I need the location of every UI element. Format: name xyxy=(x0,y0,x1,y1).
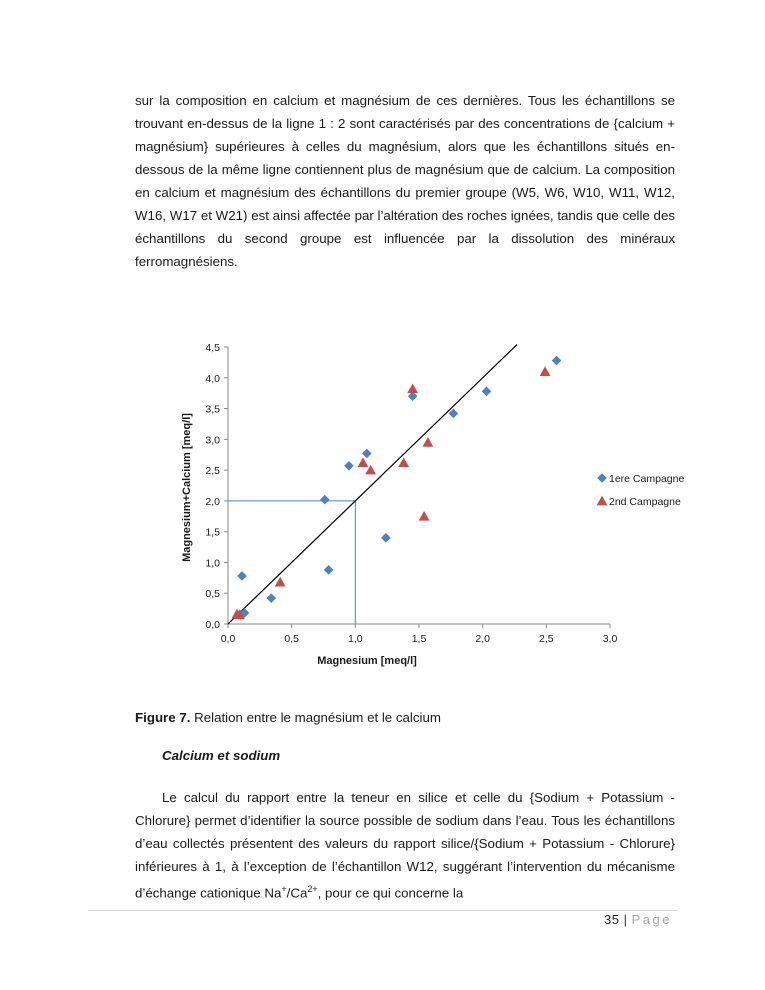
data-point-1ere-campagne xyxy=(266,593,276,603)
data-point-2nd-campagne xyxy=(398,457,409,467)
footer-separator: | xyxy=(623,912,628,927)
page-footer xyxy=(604,912,672,927)
y-tick-label: 0,5 xyxy=(205,588,220,601)
superscript-charge: + xyxy=(281,884,287,894)
lines-group xyxy=(228,345,517,624)
page-label: Page xyxy=(631,912,672,927)
figure-caption xyxy=(135,710,441,725)
x-tick-label: 1,0 xyxy=(348,633,363,645)
scatter-chart xyxy=(175,335,715,680)
y-tick-label: 4,0 xyxy=(205,372,220,385)
data-point-2nd-campagne xyxy=(423,437,434,447)
x-tick-label: 1,5 xyxy=(411,633,427,645)
y-tick-label: 3,5 xyxy=(205,403,220,416)
body-paragraph-2: Le calcul du rapport entre la teneur en silice et celle du {Sodium + Potassium - Chlorure} permet d’identifier la source possible de sodium dans l’eau. Tous les échantillons d’eau collectés présentent des valeurs du rapport silice/{Sodium + Potassium - Chlorure} inférieures à 1, à l’exception de l’échantillon W12, suggérant l’intervention du mécanisme d’échange cationique $Na^+/Ca^{2+}$, pour ce qui concerne la xyxy=(135,790,675,901)
data-point-2nd-campagne xyxy=(275,577,286,587)
data-point-2nd-campagne xyxy=(358,457,369,467)
data-point-2nd-campagne xyxy=(540,366,551,376)
data-point-2nd-campagne xyxy=(407,383,418,393)
y-tick-label: 2,5 xyxy=(205,465,220,478)
data-point-2nd-campagne xyxy=(419,511,430,521)
data-point-1ere-campagne xyxy=(381,533,391,543)
y-tick-label: 0,0 xyxy=(205,619,220,631)
footer-divider xyxy=(88,910,678,911)
y-axis-label: Magnesium+Calcium [meq/l] xyxy=(181,413,193,562)
data-point-1ere-campagne xyxy=(552,356,562,366)
x-tick-label: 2,0 xyxy=(475,633,490,645)
y-tick-label: 1,5 xyxy=(205,526,220,539)
figure-caption-text: Relation entre le magnésium et le calcium xyxy=(190,710,441,725)
y-tick-label: 2,0 xyxy=(205,495,220,508)
reference-line xyxy=(228,345,517,624)
legend-label: 1ere Campagne xyxy=(609,473,685,485)
x-axis-label: Magnesium [meq/l] xyxy=(317,655,417,667)
y-tick-label: 1,0 xyxy=(205,557,220,570)
data-point-1ere-campagne xyxy=(324,565,334,575)
body-paragraph-1: sur la composition en calcium et magnésium de ces dernières. Tous les échantillons se trouvant en-dessus de la ligne 1 : 2 sont caractérisés par des concentrations de {calcium + magnésium} supérieures à celles du magnésium, alors que les échantillons situés en-dessous de la même ligne contiennent plus de magnésium que de calcium. La composition en calcium et magnésium des échantillons du premier groupe (W5, W6, W10, W11, W12, W16, W17 et W21) est ainsi affectée par l’altération des roches ignées, tandis que celle des échantillons du second groupe est influencée par la dissolution des minéraux ferromagnésiens. xyxy=(135,93,675,269)
x-tick-label: 3,0 xyxy=(602,633,618,645)
legend-label: 2nd Campagne xyxy=(609,496,681,508)
section-subheading: Calcium et sodium xyxy=(162,748,281,763)
legend-marker xyxy=(597,473,607,483)
legend-marker xyxy=(597,496,608,506)
page-number: 35 xyxy=(604,912,620,927)
data-point-1ere-campagne xyxy=(320,495,330,505)
data-point-1ere-campagne xyxy=(344,461,354,471)
x-tick-label: 2,5 xyxy=(539,633,554,645)
x-tick-label: 0,0 xyxy=(220,633,236,645)
superscript-charge: 2+ xyxy=(307,884,318,894)
y-tick-label: 3,0 xyxy=(205,434,220,447)
y-tick-label: 4,5 xyxy=(205,342,220,354)
points-group xyxy=(232,356,562,620)
data-point-1ere-campagne xyxy=(482,387,492,397)
data-point-1ere-campagne xyxy=(362,449,372,459)
figure-caption-label: Figure 7. xyxy=(135,710,191,725)
legend xyxy=(597,473,685,508)
x-tick-label: 0,5 xyxy=(284,633,299,645)
data-point-1ere-campagne xyxy=(237,571,247,581)
